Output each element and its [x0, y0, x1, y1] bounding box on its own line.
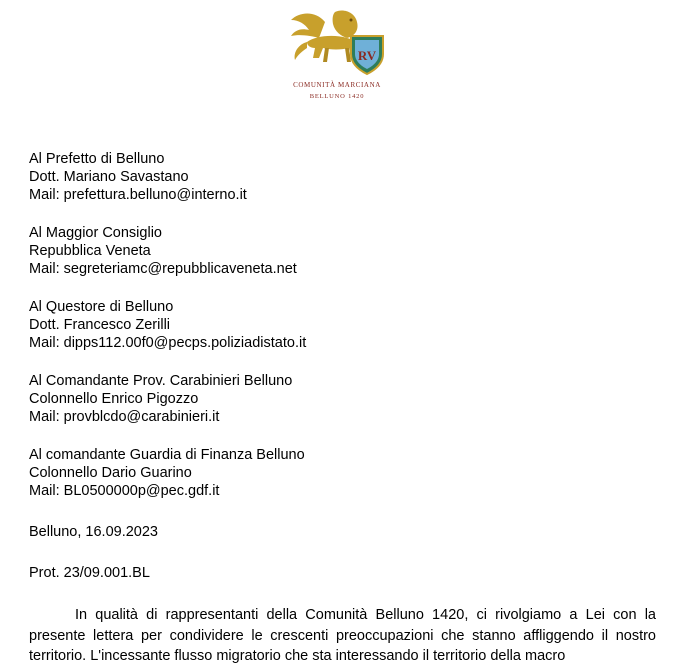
recipient-person: Dott. Mariano Savastano — [29, 169, 189, 185]
recipient-questore — [29, 298, 669, 352]
recipient-prefetto — [29, 150, 669, 204]
recipient-person: Dott. Francesco Zerilli — [29, 317, 171, 333]
recipient-mail: Mail: prefettura.belluno@interno.it — [29, 187, 247, 203]
lion-shield-emblem-icon — [285, 8, 389, 78]
recipient-title: Al comandante Guardia di Finanza Belluno — [29, 447, 305, 463]
recipient-mail: Mail: segreteriamc@repubblicaveneta.net — [29, 261, 297, 277]
recipient-mail: Mail: dipps112.00f0@pecps.poliziadistato.it — [29, 335, 307, 351]
recipient-person: Colonnello Dario Guarino — [29, 465, 192, 481]
recipient-title: Al Maggior Consiglio — [29, 225, 162, 241]
recipient-carabinieri — [29, 372, 669, 426]
recipient-person: Repubblica Veneta — [29, 243, 151, 259]
recipient-person: Colonnello Enrico Pigozzo — [29, 391, 199, 407]
svg-text:RV: RV — [357, 48, 377, 63]
recipient-title: Al Comandante Prov. Carabinieri Belluno — [29, 373, 293, 389]
community-logo — [285, 8, 389, 104]
recipient-mail: Mail: provblcdo@carabinieri.it — [29, 409, 220, 425]
letter-body-paragraph: In qualità di rappresentanti della Comunità Belluno 1420, ci rivolgiamo a Lei con la presente lettera per condividere le crescenti preoccupazioni che stanno affliggendo il nostro territorio. L'incessante flusso migratorio che sta interessando il territorio della macro — [29, 607, 656, 664]
logo-place-year: BELLUNO 1420 — [309, 93, 365, 100]
recipient-mail: Mail: BL0500000p@pec.gdf.it — [29, 483, 220, 499]
logo-community-name: COMUNITÀ MARCIANA — [293, 81, 381, 89]
protocol-number: Prot. 23/09.001.BL — [29, 565, 150, 581]
recipient-maggior-consiglio — [29, 224, 669, 278]
recipient-guardia-di-finanza — [29, 446, 669, 500]
recipient-list — [29, 150, 669, 520]
letter-date: Belluno, 16.09.2023 — [29, 524, 158, 540]
recipient-title: Al Prefetto di Belluno — [29, 151, 165, 167]
recipient-title: Al Questore di Belluno — [29, 299, 174, 315]
